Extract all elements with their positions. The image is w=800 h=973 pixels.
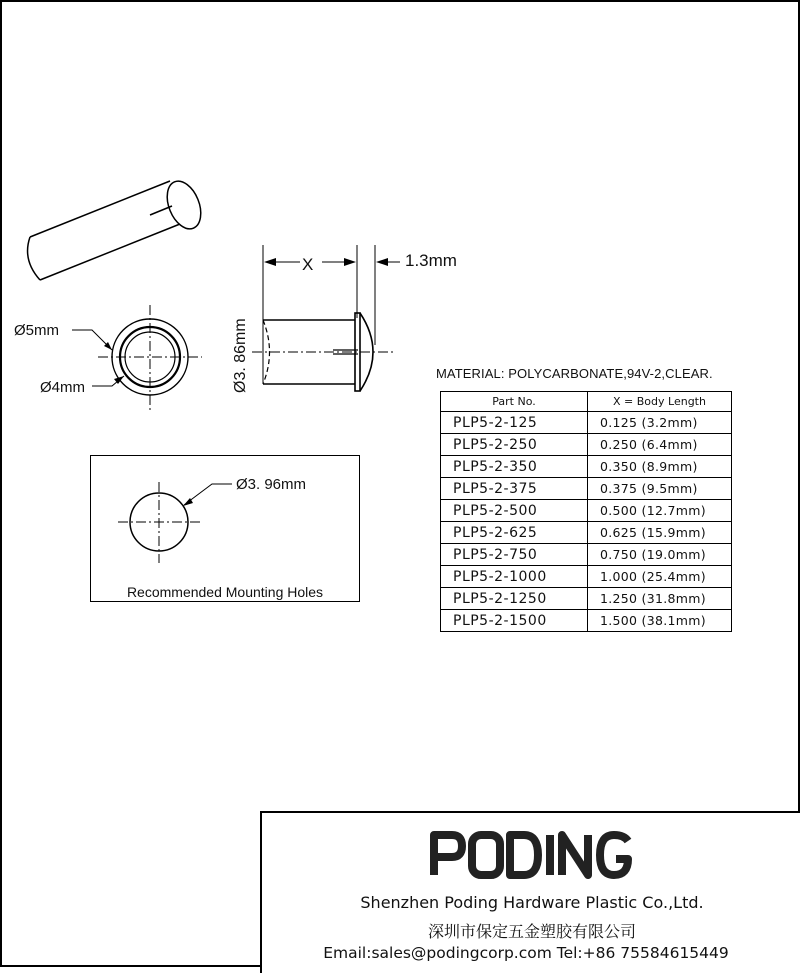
part-number: PLP5-2-750	[441, 544, 588, 566]
outer-diameter-label: Ø5mm	[14, 322, 59, 339]
header-part-no: Part No.	[441, 392, 588, 412]
isometric-light-pipe	[28, 176, 208, 280]
parts-table	[440, 391, 732, 632]
body-length: 0.350 (8.9mm)	[588, 456, 732, 478]
part-number: PLP5-2-1500	[441, 610, 588, 632]
x-arrow-right	[344, 258, 356, 266]
part-number: PLP5-2-350	[441, 456, 588, 478]
hole-diameter-label: Ø3. 96mm	[236, 476, 307, 493]
part-number: PLP5-2-500	[441, 500, 588, 522]
body-length: 1.000 (25.4mm)	[588, 566, 732, 588]
mounting-holes-box	[90, 455, 360, 602]
body-length: 0.750 (19.0mm)	[588, 544, 732, 566]
side-view	[252, 245, 400, 391]
head-length-label: 1.3mm	[405, 251, 457, 270]
table-row	[441, 566, 732, 588]
x-arrow-left	[264, 258, 276, 266]
x-dimension-label: X	[302, 255, 314, 274]
head-arrow	[376, 258, 388, 266]
part-number: PLP5-2-1000	[441, 566, 588, 588]
table-row	[441, 610, 732, 632]
front-view	[72, 305, 202, 410]
table-row	[441, 588, 732, 610]
table-row	[441, 522, 732, 544]
part-number: PLP5-2-125	[441, 412, 588, 434]
company-contact: Email:sales@podingcorp.com Tel:+86 75584615449	[323, 944, 729, 962]
table-row	[441, 412, 732, 434]
company-name-cn: 深圳市保定五金塑胶有限公司	[427, 922, 636, 941]
body-length: 0.625 (15.9mm)	[588, 522, 732, 544]
part-number: PLP5-2-1250	[441, 588, 588, 610]
poding-logo	[430, 831, 640, 879]
table-row	[441, 500, 732, 522]
body-length: 0.250 (6.4mm)	[588, 434, 732, 456]
part-number: PLP5-2-250	[441, 434, 588, 456]
body-length: 0.375 (9.5mm)	[588, 478, 732, 500]
table-row	[441, 456, 732, 478]
body-diameter-label: Ø3. 86mm	[232, 318, 249, 393]
mounting-holes-caption: Recommended Mounting Holes	[126, 584, 324, 600]
part-number: PLP5-2-625	[441, 522, 588, 544]
table-row	[441, 434, 732, 456]
header-body-length: X = Body Length	[588, 392, 732, 412]
company-name-en: Shenzhen Poding Hardware Plastic Co.,Ltd.	[360, 893, 704, 912]
part-number: PLP5-2-375	[441, 478, 588, 500]
body-length: 1.250 (31.8mm)	[588, 588, 732, 610]
table-header-row	[441, 392, 732, 412]
body-length: 0.500 (12.7mm)	[588, 500, 732, 522]
table-row	[441, 544, 732, 566]
material-note: MATERIAL: POLYCARBONATE,94V-2,CLEAR.	[436, 366, 713, 381]
table-row	[441, 478, 732, 500]
company-info-block	[260, 811, 800, 973]
body-length: 1.500 (38.1mm)	[588, 610, 732, 632]
body-length: 0.125 (3.2mm)	[588, 412, 732, 434]
inner-diameter-label: Ø4mm	[40, 379, 85, 396]
